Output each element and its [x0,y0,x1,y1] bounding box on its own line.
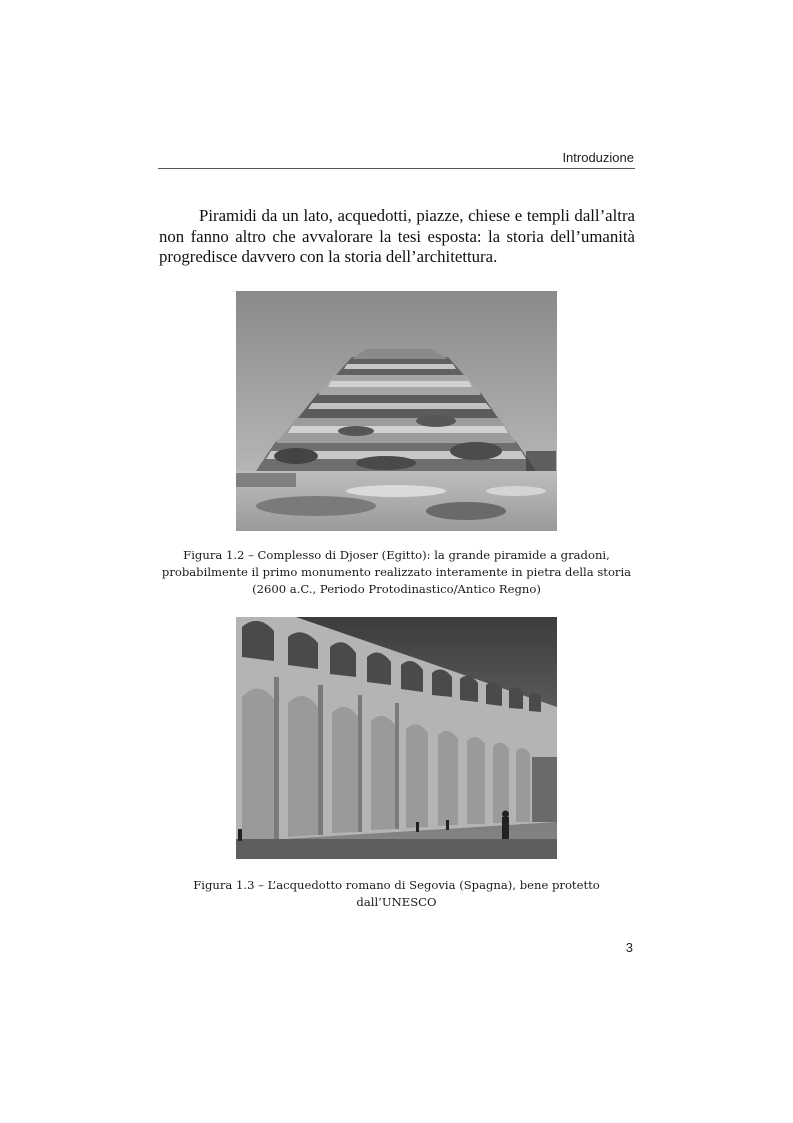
pyramid-photo [236,291,557,531]
page-number: 3 [625,940,633,955]
figure-djoser-pyramid [236,291,557,531]
aqueduct-photo [236,617,557,859]
running-header: Introduzione [562,150,634,165]
caption-1-line-3: (2600 a.C., Periodo Protodinastico/Antico Regno) [252,582,541,596]
caption-1-line-2: probabilmente il primo monumento realizzato interamente in pietra della storia [161,565,632,579]
figure-caption-2 [158,877,635,911]
caption-1-line-1: Figura 1.2 – Complesso di Djoser (Egitto): la grande piramide a gradoni, [183,548,610,562]
header-rule [158,168,635,169]
body-paragraph: Piramidi da un lato, acquedotti, piazze, chiese e templi dall’altra non fanno altro che avvalorare la tesi esposta: la storia dell’umanità progredisce davvero con la storia dell’architettura. [159,206,635,266]
caption-2-line-1: Figura 1.3 – L’acquedotto romano di Segovia (Spagna), bene protetto dall’UNESCO [193,878,600,909]
figure-caption-1 [158,547,635,598]
figure-segovia-aqueduct [236,617,557,859]
